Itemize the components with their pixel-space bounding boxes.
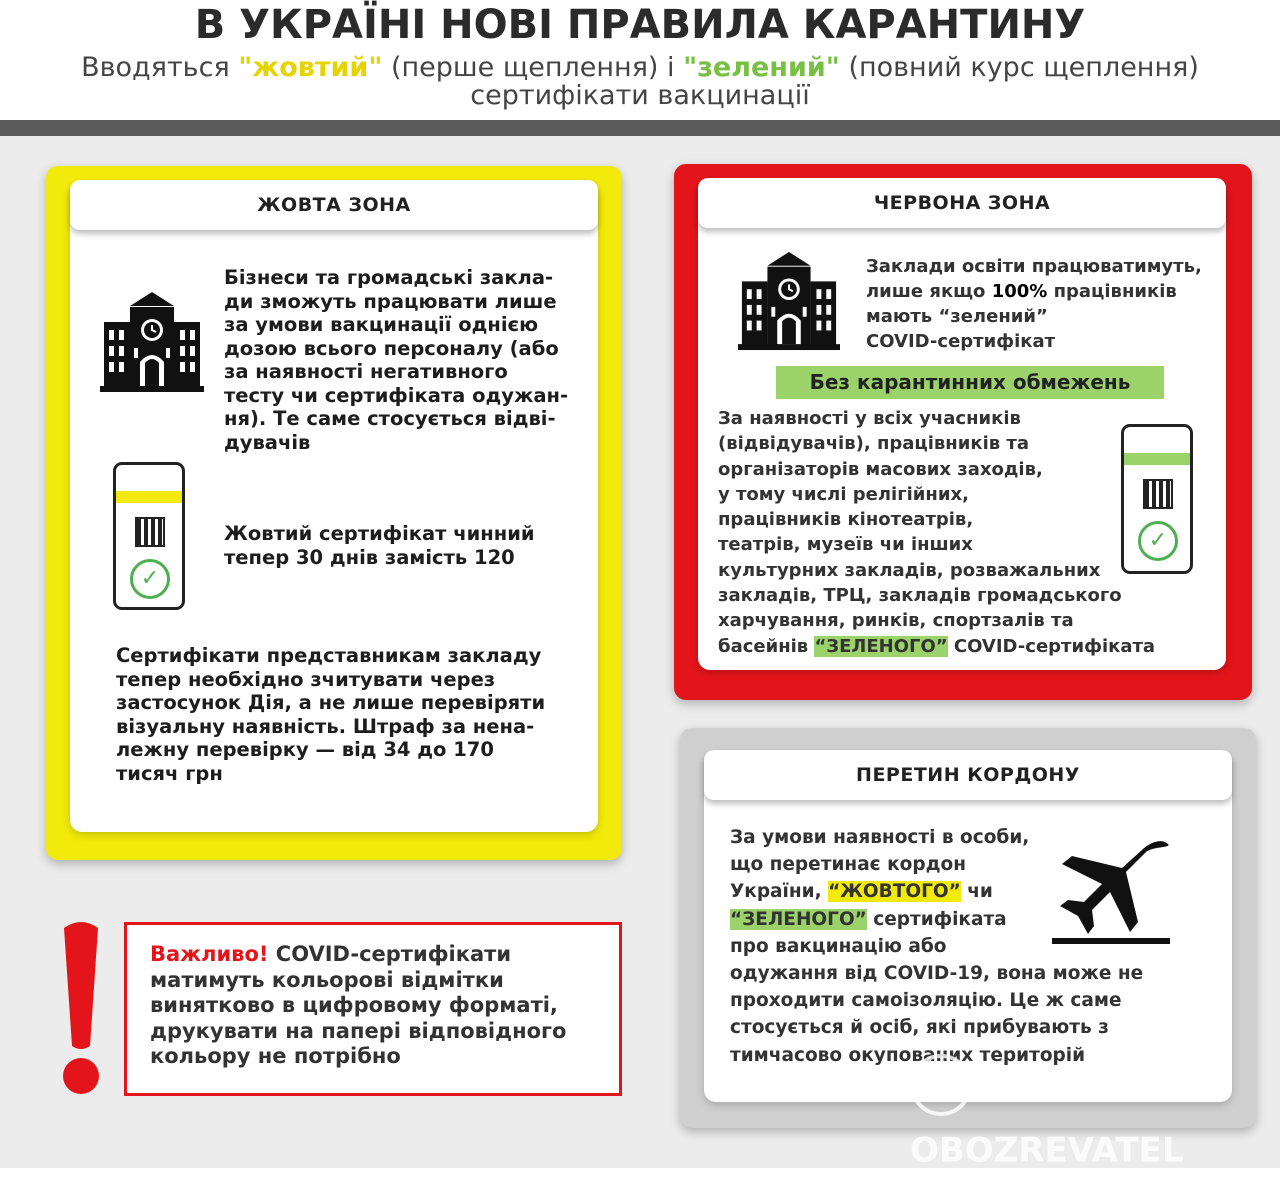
subtitle-text: (повний курс щеплення) — [839, 52, 1199, 83]
border-text-part: За умови наявності в особи, що перетинає кордон України, — [730, 827, 1030, 903]
yellow-certificate-highlight: “ЖОВТОГО” — [828, 881, 961, 903]
airplane-icon — [1050, 836, 1172, 948]
watermark-logo — [910, 1050, 1230, 1171]
qr-code-icon — [137, 519, 163, 545]
important-note-text — [150, 942, 610, 1070]
qr-code-icon — [1145, 481, 1171, 507]
green-certificate-highlight: “ЗЕЛЕНОГО” — [730, 908, 867, 930]
mass-events-part: COVID-сертифіката — [947, 635, 1156, 657]
subtitle-text: Вводяться — [81, 52, 239, 83]
yellow-zone-heading: ЖОВТА ЗОНА — [70, 180, 598, 230]
exclamation-icon — [56, 918, 106, 1098]
check-icon: ✓ — [130, 559, 170, 599]
yellow-certificate-validity-text: Жовтий сертифікат чинний тепер 30 днів замість 120 — [224, 522, 535, 569]
education-rule-text — [866, 254, 1222, 354]
border-crossing-heading: ПЕРЕТИН КОРДОНУ — [704, 750, 1232, 800]
education-rule-part: Заклади освіти працюватимуть, лише якщо — [866, 256, 1202, 302]
border-text-part: чи — [960, 881, 993, 903]
phone-green-certificate-icon — [1121, 424, 1193, 574]
check-icon: ✓ — [1138, 521, 1178, 561]
page-title: В УКРАЇНІ НОВІ ПРАВИЛА КАРАНТИНУ — [194, 2, 1086, 48]
important-text-part: COVID-сертифікати матимуть кольорові відмітки винятково в цифровому форматі, друкувати на папері відповідного кольору не потрібно — [150, 942, 567, 1068]
phone-yellow-certificate-icon — [113, 462, 185, 610]
mass-events-part: За наявності у всіх учасників (відвідувачів), працівників та організаторів масових заходів, у тому числі релігійних, працівників кінотеатрів, театрів, музеїв чи інших культурних закладів, розважальних закладів, ТРЦ, закладів громадського харчування, ринків, спортзалів та басейнів — [718, 408, 1122, 657]
border-text-part: сертифіката про вакцинацію або одужання від COVID-19, вона може не проходити самоізоляцію. Це ж саме стосується й осіб, які прибувають з тимчасово окупованих територій — [730, 908, 1144, 1066]
subtitle-line2: сертифікати вакцинації — [470, 80, 810, 111]
yellow-zone-check-text: Сертифікати представникам закладу тепер необхідно зчитувати через застосунок Дія, а не лише перевіряти візуальну наявність. Штраф за нена- лежну перевірку — від 34 до 170 тисяч грн — [116, 644, 546, 785]
no-restrictions-banner: Без карантинних обмежень — [776, 366, 1164, 399]
page-subtitle — [0, 54, 1280, 110]
important-label: Важливо! — [150, 942, 269, 966]
subtitle-text: (перше щеплення) і — [382, 52, 684, 83]
subtitle-yellow: "жовтий" — [238, 52, 383, 83]
education-rule-percent: 100% — [991, 281, 1048, 302]
green-certificate-highlight: “ЗЕЛЕНОГО” — [814, 635, 948, 657]
subtitle-green: "зелений" — [683, 52, 840, 83]
building-icon — [100, 290, 204, 394]
watermark-text: OBOZREVATEL — [910, 1130, 1184, 1171]
yellow-zone-rules-text: Бізнеси та громадські закла- ди зможуть працювати лише за умови вакцинації однією дозою всього персоналу (або за наявності негативного тесту чи сертифіката одужан- ня). Те саме стосується відві- дувачів — [224, 266, 569, 454]
watermark-logo-icon — [910, 1054, 972, 1116]
education-rule-part: працівників мають “зелений” COVID-сертифікат — [866, 281, 1177, 352]
red-zone-heading: ЧЕРВОНА ЗОНА — [698, 178, 1226, 228]
header-divider — [0, 120, 1280, 136]
mass-events-text — [718, 406, 1188, 659]
school-building-icon — [738, 250, 840, 352]
